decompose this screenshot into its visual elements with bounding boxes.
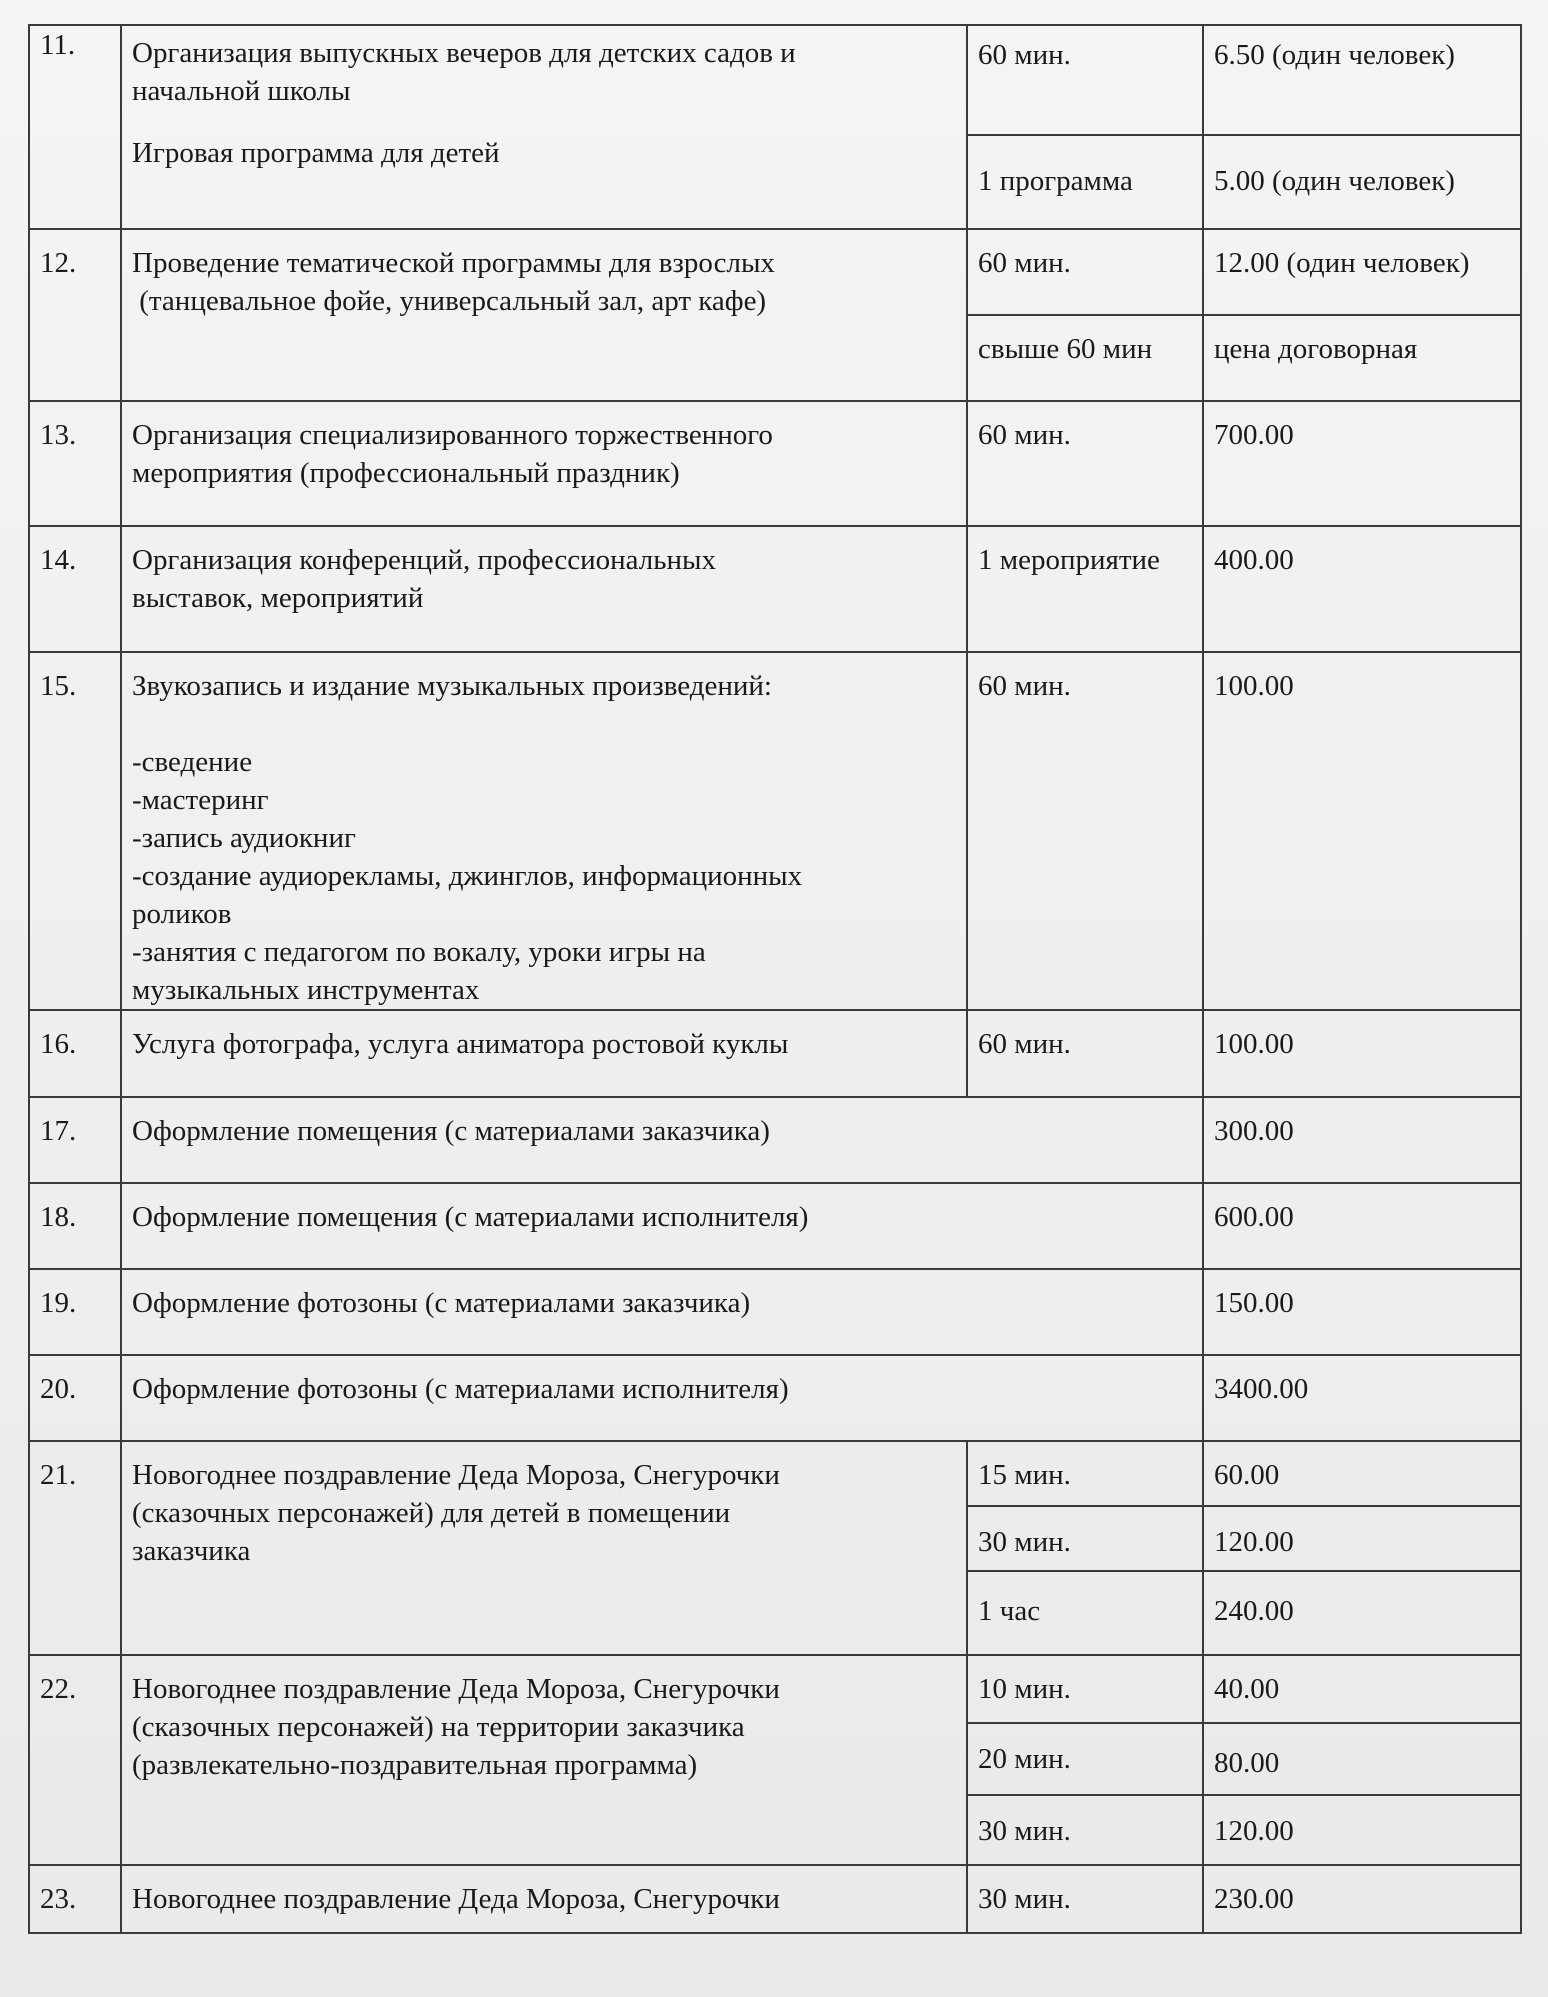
service-name: Проведение тематической программы для взрослых (танцевальное фойе, универсальный зал, арт кафе) [121,229,967,401]
unit-cell: 10 мин. [967,1655,1203,1723]
row-number: 20. [29,1355,121,1441]
row-number: 18. [29,1183,121,1269]
table-row [29,401,1521,526]
unit-cell: 60 мин. [967,25,1203,135]
row-number: 14. [29,526,121,652]
table-row [29,1097,1521,1183]
service-name: Услуга фотографа, услуга аниматора ростовой куклы [121,1010,967,1097]
row-number: 12. [29,229,121,401]
table-row [29,1183,1521,1269]
table-row [29,1269,1521,1355]
row-number: 23. [29,1865,121,1933]
unit-cell: 60 мин. [967,652,1203,1010]
service-name: Оформление помещения (с материалами заказчика) [121,1097,1203,1183]
row-number: 22. [29,1655,121,1865]
price-cell: цена договорная [1203,315,1521,401]
price-cell: 80.00 [1203,1723,1521,1795]
table-row [29,229,1521,315]
service-name: Организация выпускных вечеров для детских садов и начальной школы Игровая программа для детей [121,25,967,229]
price-cell: 40.00 [1203,1655,1521,1723]
price-cell: 12.00 (один человек) [1203,229,1521,315]
service-name: Оформление фотозоны (с материалами заказчика) [121,1269,1203,1355]
unit-cell: 30 мин. [967,1865,1203,1933]
service-name: Оформление фотозоны (с материалами исполнителя) [121,1355,1203,1441]
row-number: 19. [29,1269,121,1355]
table-row [29,25,1521,135]
unit-cell: 60 мин. [967,401,1203,526]
price-cell: 400.00 [1203,526,1521,652]
unit-cell: 20 мин. [967,1723,1203,1795]
price-cell: 300.00 [1203,1097,1521,1183]
price-cell: 240.00 [1203,1571,1521,1655]
unit-cell: 1 программа [967,135,1203,229]
service-name: Организация специализированного торжественного мероприятия (профессиональный праздник) [121,401,967,526]
unit-cell: 30 мин. [967,1795,1203,1865]
row-number: 15. [29,652,121,1010]
service-name: Новогоднее поздравление Деда Мороза, Снегурочки [121,1865,967,1933]
unit-cell: 1 мероприятие [967,526,1203,652]
price-cell: 100.00 [1203,652,1521,1010]
price-cell: 3400.00 [1203,1355,1521,1441]
unit-cell: 15 мин. [967,1441,1203,1506]
service-name: Звукозапись и издание музыкальных произведений: -сведение -мастеринг -запись аудиокниг -создание аудиорекламы, джинглов, информационных роликов -занятия с педагогом по вокалу, уроки игры на музыкальных инструментах [121,652,967,1010]
row-number: 11. [29,25,121,229]
service-name: Новогоднее поздравление Деда Мороза, Снегурочки (сказочных персонажей) на территории заказчика (развлекательно-поздравительная программа) [121,1655,967,1865]
table-row [29,1441,1521,1506]
table-row [29,526,1521,652]
price-cell: 100.00 [1203,1010,1521,1097]
row-number: 16. [29,1010,121,1097]
price-cell: 5.00 (один человек) [1203,135,1521,229]
service-name: Новогоднее поздравление Деда Мороза, Снегурочки (сказочных персонажей) для детей в помещении заказчика [121,1441,967,1655]
unit-cell: 1 час [967,1571,1203,1655]
row-number: 17. [29,1097,121,1183]
unit-cell: 60 мин. [967,1010,1203,1097]
price-cell: 120.00 [1203,1506,1521,1571]
row-number: 21. [29,1441,121,1655]
table-row [29,1655,1521,1723]
price-cell: 230.00 [1203,1865,1521,1933]
price-cell: 600.00 [1203,1183,1521,1269]
table-row [29,1865,1521,1933]
table-row [29,652,1521,1010]
price-cell: 700.00 [1203,401,1521,526]
price-cell: 150.00 [1203,1269,1521,1355]
table-row [29,1355,1521,1441]
service-name: Организация конференций, профессиональных выставок, мероприятий [121,526,967,652]
row-number: 13. [29,401,121,526]
sub-service-name: Игровая программа для детей [132,137,500,169]
price-table [28,24,1522,1934]
price-cell: 6.50 (один человек) [1203,25,1521,135]
price-cell: 120.00 [1203,1795,1521,1865]
price-cell: 60.00 [1203,1441,1521,1506]
table-row [29,1010,1521,1097]
unit-cell: 60 мин. [967,229,1203,315]
unit-cell: свыше 60 мин [967,315,1203,401]
service-name: Оформление помещения (с материалами исполнителя) [121,1183,1203,1269]
unit-cell: 30 мин. [967,1506,1203,1571]
